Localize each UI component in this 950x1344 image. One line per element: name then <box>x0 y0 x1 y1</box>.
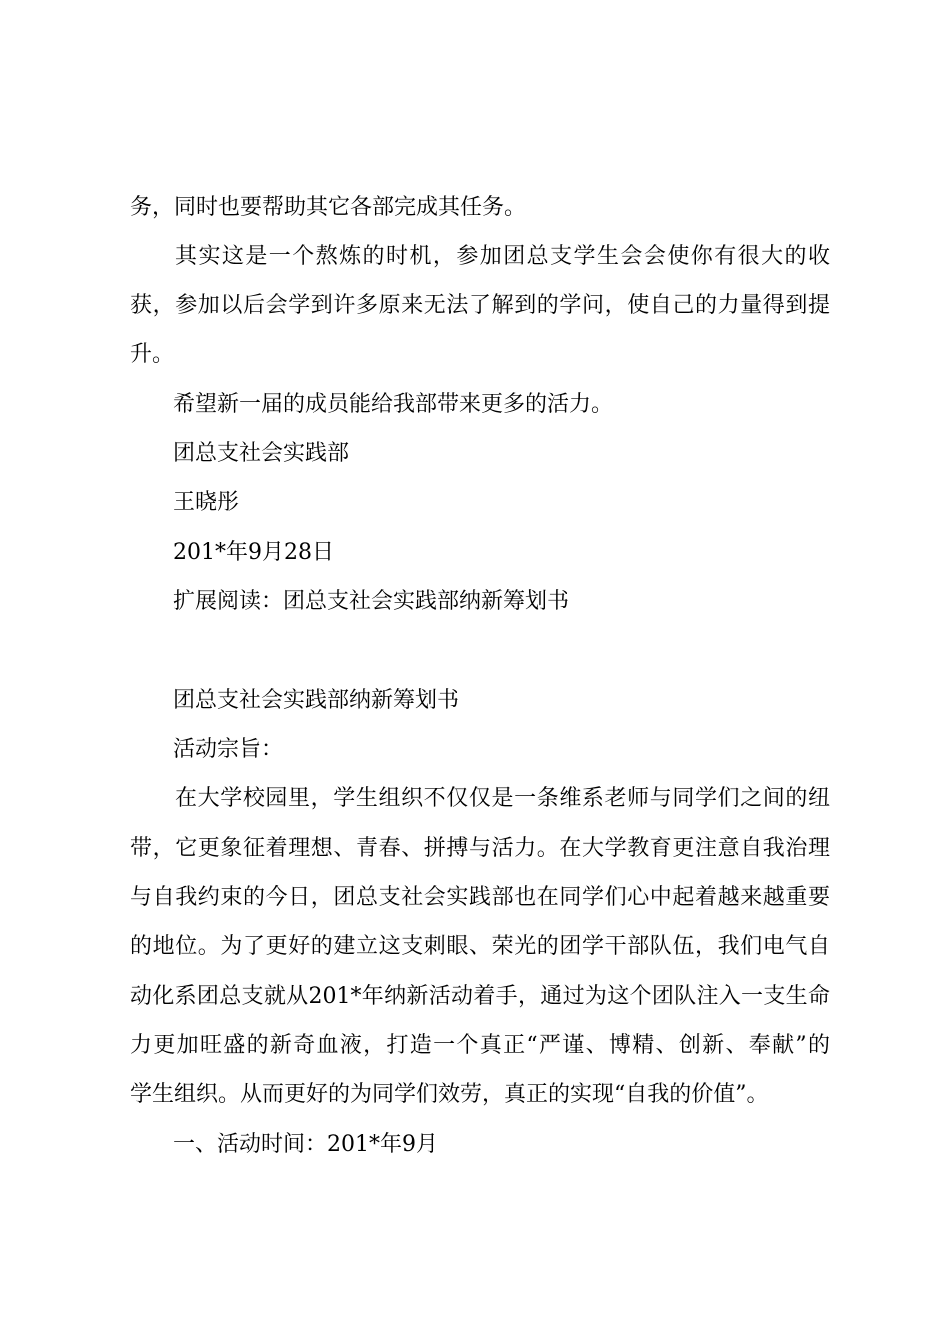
paragraph-line: 获，参加以后会学到许多原来无法了解到的学问，使自己的力量得到提 <box>130 293 830 318</box>
paragraph-line: 与自我约束的今日，团总支社会实践部也在同学们心中起着越来越重要 <box>130 885 830 910</box>
paragraph-line: 务，同时也要帮助其它各部完成其任务。 <box>130 195 527 220</box>
paragraph-line: 带，它更象征着理想、青春、拼搏与活力。在大学教育更注意自我治理 <box>130 836 830 861</box>
paragraph-line: 在大学校园里，学生组织不仅仅是一条维系老师与同学们之间的纽 <box>175 786 830 811</box>
signature-name: 王晓彤 <box>173 490 240 515</box>
document-title: 团总支社会实践部纳新筹划书 <box>173 688 460 713</box>
paragraph-line: 的地位。为了更好的建立这支刺眼、荣光的团学干部队伍，我们电气自 <box>130 934 830 959</box>
signature-date: 201*年9月28日 <box>173 540 334 565</box>
paragraph-line: 升。 <box>130 342 175 367</box>
extended-reading-title: 扩展阅读：团总支社会实践部纳新筹划书 <box>173 589 570 614</box>
section-heading: 一、活动时间：201*年9月 <box>173 1132 438 1157</box>
paragraph-line: 学生组织。从而更好的为同学们效劳，真正的实现“自我的价值”。 <box>130 1082 769 1107</box>
signature-department: 团总支社会实践部 <box>173 441 350 466</box>
paragraph-line: 力更加旺盛的新奇血液，打造一个真正“严谨、博精、创新、奉献”的 <box>130 1033 830 1058</box>
section-heading: 活动宗旨： <box>173 737 284 762</box>
paragraph-line: 希望新一届的成员能给我部带来更多的活力。 <box>173 392 614 417</box>
paragraph-line: 其实这是一个熬炼的时机，参加团总支学生会会使你有很大的收 <box>175 244 830 269</box>
paragraph-line: 动化系团总支就从201*年纳新活动着手，通过为这个团队注入一支生命 <box>130 984 830 1009</box>
